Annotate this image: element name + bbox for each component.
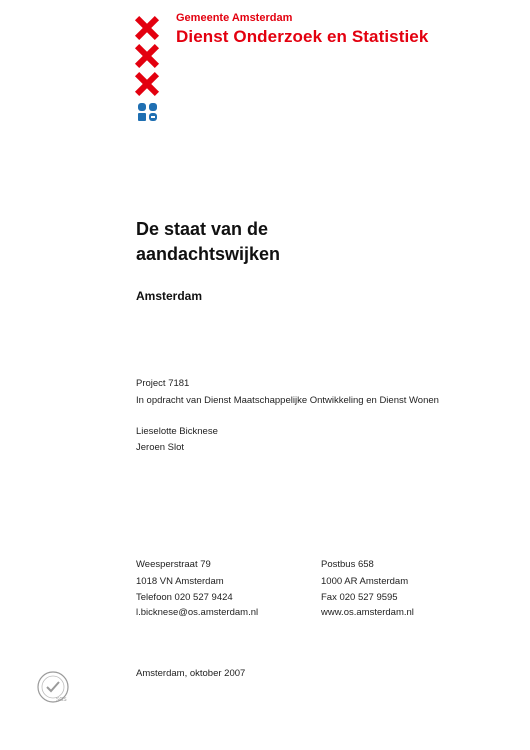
- seal-label: SGS: [56, 697, 67, 703]
- address-right-fax: Fax 020 527 9595: [321, 592, 398, 603]
- project-commission: In opdracht van Dienst Maatschappelijke Ontwikkeling en Dienst Wonen: [136, 395, 439, 406]
- title-line-2: aandachtswijken: [136, 244, 281, 264]
- address-left-email: l.bicknese@os.amsterdam.nl: [136, 607, 259, 618]
- os-logo-icon: [137, 102, 159, 122]
- document-subtitle: Amsterdam: [136, 289, 203, 303]
- address-left-phone: Telefoon 020 527 9424: [136, 592, 233, 603]
- certification-seal-icon: [36, 670, 70, 704]
- title-line-1: De staat van de: [136, 219, 269, 239]
- address-right-website: www.os.amsterdam.nl: [321, 607, 414, 618]
- amsterdam-cross-icon-2: [136, 45, 158, 67]
- address-left-city: 1018 VN Amsterdam: [136, 576, 224, 587]
- org-name-department: Dienst Onderzoek en Statistiek: [176, 27, 429, 46]
- address-right-city: 1000 AR Amsterdam: [321, 576, 409, 587]
- author-2: Jeroen Slot: [136, 442, 185, 453]
- org-name-municipality: Gemeente Amsterdam: [176, 12, 293, 24]
- document-title: [136, 217, 280, 267]
- address-left-street: Weesperstraat 79: [136, 559, 211, 570]
- amsterdam-cross-icon-1: [136, 17, 158, 39]
- project-number: Project 7181: [136, 378, 190, 389]
- author-1: Lieselotte Bicknese: [136, 426, 218, 437]
- address-right-pobox: Postbus 658: [321, 559, 374, 570]
- date-line: Amsterdam, oktober 2007: [136, 668, 246, 679]
- amsterdam-cross-icon-3: [136, 73, 158, 95]
